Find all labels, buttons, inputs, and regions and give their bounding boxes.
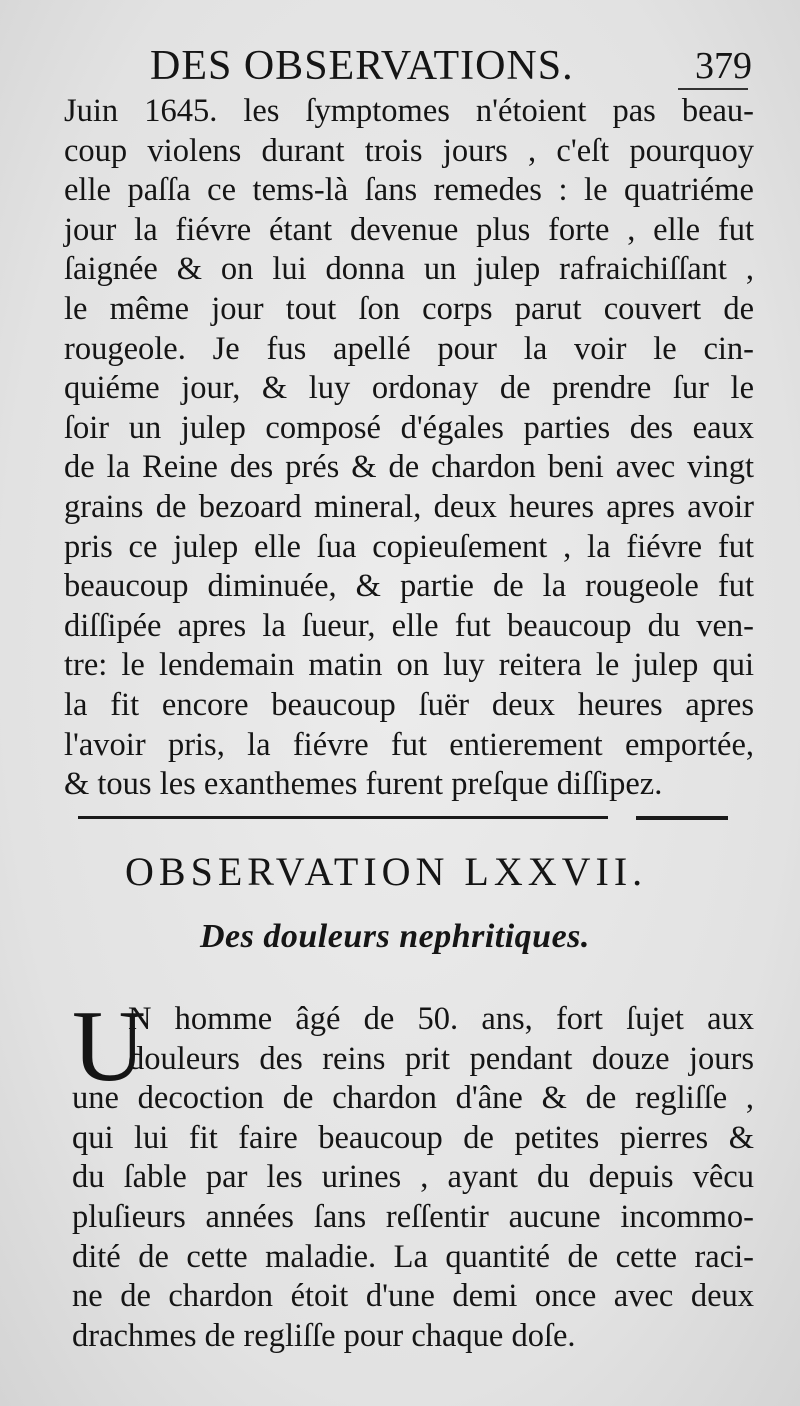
text-line: N homme âgé de 50. ans, fort ſujet aux xyxy=(128,1001,754,1037)
text-line: grains de bezoard mineral, deux heures apres avoir xyxy=(64,488,754,525)
text-line: tre: le lendemain matin on luy reitera le julep qui xyxy=(64,647,754,684)
text-line-last: & tous les exanthemes furent preſque diſſipez. xyxy=(64,766,663,803)
text-line: qui lui fit faire beaucoup de petites pierres & xyxy=(72,1119,754,1156)
observation-heading: OBSERVATION LXXVII. xyxy=(125,849,648,894)
page-number: 379 xyxy=(695,45,752,87)
text-line: du ſable par les urines , ayant du depuis vêcu xyxy=(72,1159,754,1196)
text-line: jour la fiévre étant devenue plus forte , elle fut xyxy=(64,211,754,248)
first-paragraph xyxy=(64,92,754,805)
running-head xyxy=(150,42,770,94)
section-divider-rule-end xyxy=(636,816,728,820)
text-line: pris ce julep elle ſua copieuſement , la fiévre fut xyxy=(64,528,754,565)
text-line: rougeole. Je fus apellé pour la voir le cin- xyxy=(64,330,754,367)
text-line: dité de cette maladie. La quantité de cette raci- xyxy=(72,1238,754,1275)
text-line: quiéme jour, & luy ordonay de prendre ſur le xyxy=(64,370,754,407)
text-line: beaucoup diminuée, & partie de la rougeole fut xyxy=(64,568,754,605)
text-line: ſaignée & on lui donna un julep rafraichiſſant , xyxy=(64,251,754,288)
observation-subheading: Des douleurs nephritiques. xyxy=(200,918,590,955)
text-line: elle paſſa ce tems-là ſans remedes : le quatriéme xyxy=(64,172,754,209)
text-line: douleurs des reins prit pendant douze jours xyxy=(128,1040,754,1077)
text-line: diſſipée apres la ſueur, elle fut beaucoup du ven- xyxy=(64,607,754,644)
section-divider-rule xyxy=(78,816,608,819)
text-line: ne de chardon étoit d'une demi once avec deux xyxy=(72,1278,754,1315)
text-line: pluſieurs années ſans reſſentir aucune incommo- xyxy=(72,1198,754,1235)
page-number-underline xyxy=(678,88,748,90)
text-line: coup violens durant trois jours , c'eſt pourquoy xyxy=(64,132,754,169)
drop-cap: U xyxy=(72,990,146,1103)
text-line: ſoir un julep composé d'égales parties des eaux xyxy=(64,409,754,446)
text-line: Juin 1645. les ſymptomes n'étoient pas beau- xyxy=(64,93,754,129)
text-line: une decoction de chardon d'âne & de regliſſe , xyxy=(72,1080,754,1117)
text-line-last: drachmes de regliſſe pour chaque doſe. xyxy=(72,1317,576,1354)
text-line: l'avoir pris, la fiévre fut entierement emportée, xyxy=(64,726,754,763)
text-line: le même jour tout ſon corps parut couvert de xyxy=(64,290,754,327)
observation-paragraph xyxy=(72,990,754,1356)
running-title: DES OBSERVATIONS. xyxy=(150,43,574,89)
text-line: de la Reine des prés & de chardon beni avec vingt xyxy=(64,449,754,486)
text-line: la fit encore beaucoup ſuër deux heures apres xyxy=(64,686,754,723)
